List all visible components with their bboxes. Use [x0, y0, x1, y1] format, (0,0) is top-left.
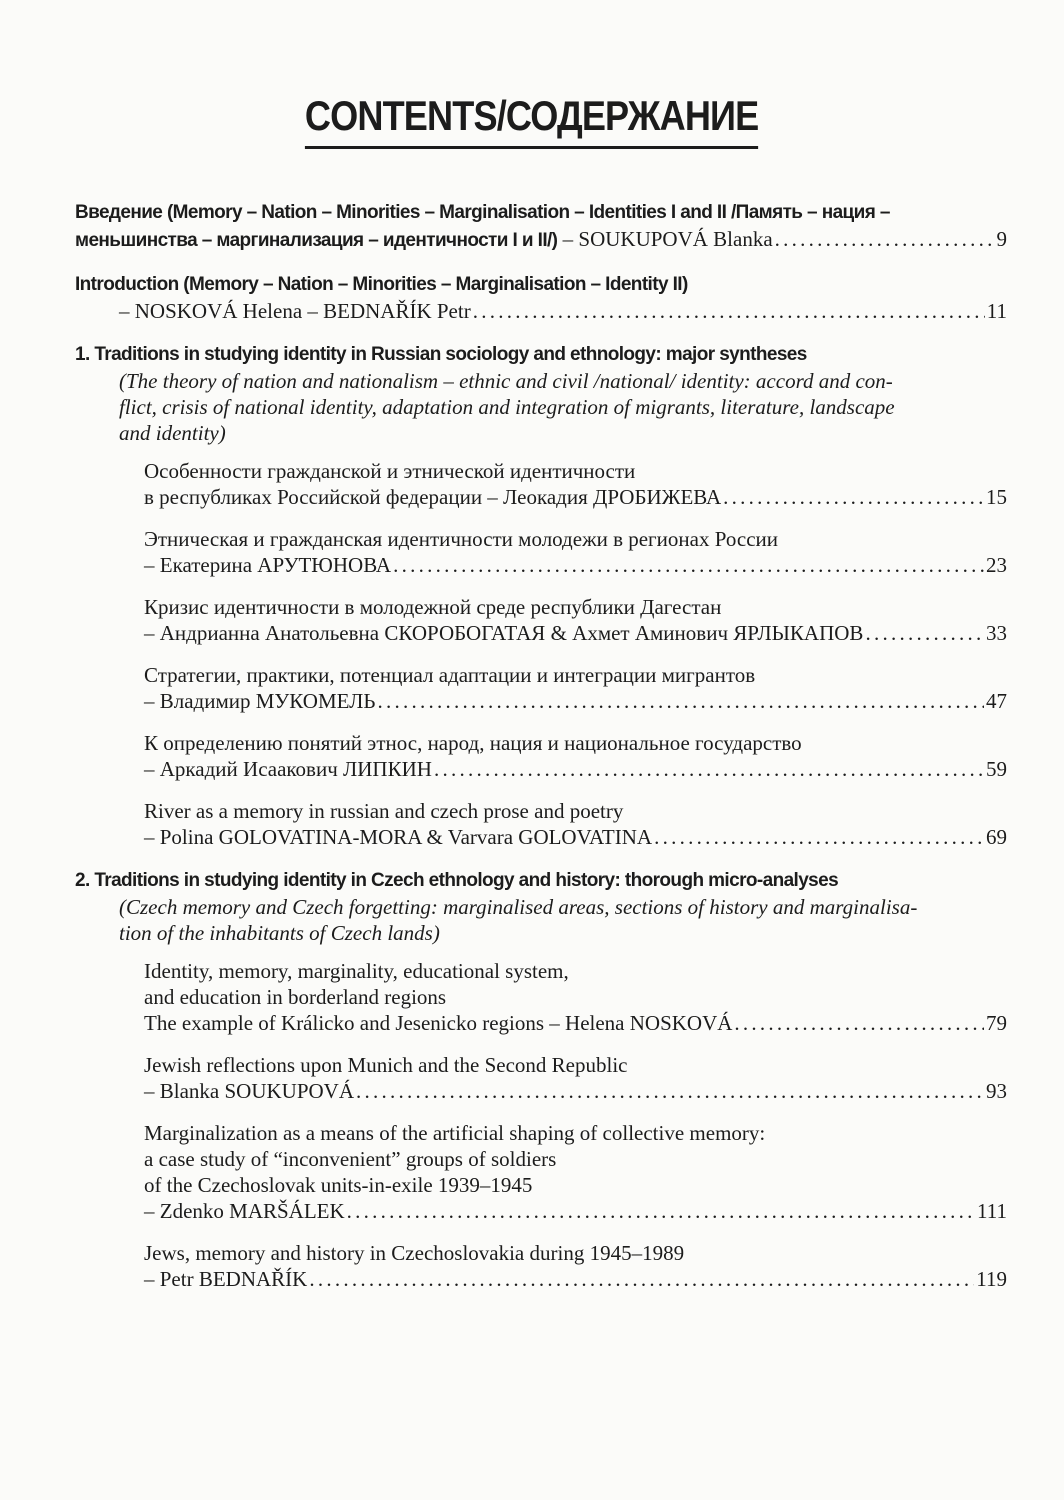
article-author: – Екатерина АРУТЮНОВА — [144, 553, 392, 577]
intro-en-line2 — [75, 298, 1007, 324]
table-of-contents — [75, 200, 1007, 1310]
dot-leader — [377, 688, 984, 714]
article-title: and education in borderland regions — [144, 985, 447, 1009]
article-author-line — [100, 1010, 1007, 1036]
toc-article[interactable] — [75, 1120, 1007, 1224]
toc-article[interactable] — [75, 662, 1007, 714]
section-1-desc-line3: and identity) — [119, 421, 226, 445]
article-page: 23 — [986, 553, 1007, 577]
intro-ru-page: 9 — [996, 227, 1007, 251]
article-title: of the Czechoslovak units-in-exile 1939–1945 — [144, 1173, 533, 1197]
article-author-line — [100, 1078, 1007, 1104]
intro-en-page: 11 — [986, 299, 1007, 323]
intro-en-author: – NOSKOVÁ Helena – BEDNAŘÍK Petr — [119, 299, 471, 323]
toc-article[interactable] — [75, 458, 1007, 510]
toc-article[interactable] — [75, 1052, 1007, 1104]
toc-article[interactable] — [75, 730, 1007, 782]
article-title: Кризис идентичности в молодежной среде республики Дагестан — [144, 595, 722, 619]
article-author: – Petr BEDNAŘÍK — [144, 1267, 308, 1291]
article-author-line — [100, 824, 1007, 850]
article-page: 59 — [986, 757, 1007, 781]
article-author: – Zdenko MARŠÁLEK — [144, 1199, 345, 1223]
dot-leader — [865, 620, 984, 646]
section-1-desc-line2: flict, crisis of national identity, adaptation and integration of migrants, literature, landscape — [119, 395, 895, 419]
article-author: – Владимир МУКОМЕЛЬ — [144, 689, 376, 713]
article-title: Стратегии, практики, потенциал адаптации и интеграции мигрантов — [144, 663, 756, 687]
toc-entry-intro-en[interactable] — [75, 272, 1007, 324]
page-title-text: CONTENTS/СОДЕРЖАНИЕ — [305, 92, 758, 149]
dot-leader — [775, 226, 995, 252]
article-title: Jewish reflections upon Munich and the Second Republic — [144, 1053, 628, 1077]
article-page: 79 — [986, 1011, 1007, 1035]
article-title: a case study of “inconvenient” groups of soldiers — [144, 1147, 557, 1171]
article-author: – Андрианна Анатольевна СКОРОБОГАТАЯ & Ахмет Аминович ЯРЛЫКАПОВ — [144, 621, 864, 645]
article-author: – Polina GOLOVATINA-MORA & Varvara GOLOVATINA — [144, 825, 653, 849]
intro-ru-title-end: меньшинства – маргинализация – идентичности I и II/) — [75, 230, 558, 251]
article-page: 47 — [986, 689, 1007, 713]
toc-article[interactable] — [75, 798, 1007, 850]
article-title: Marginalization as a means of the artificial shaping of collective memory: — [144, 1121, 766, 1145]
section-1-desc-line1: (The theory of nation and nationalism – ethnic and civil /national/ identity: accord and con- — [119, 369, 893, 393]
article-author-line — [100, 756, 1007, 782]
toc-article[interactable] — [75, 958, 1007, 1036]
intro-en-line1: Introduction (Memory – Nation – Minorities – Marginalisation – Identity II) — [75, 274, 688, 295]
article-page: 33 — [986, 621, 1007, 645]
toc-section-2 — [75, 868, 1007, 1292]
article-author-line — [100, 620, 1007, 646]
article-author: – Аркадий Исаакович ЛИПКИН — [144, 757, 432, 781]
article-page: 69 — [986, 825, 1007, 849]
page-title — [0, 92, 1064, 149]
dot-leader — [393, 552, 984, 578]
toc-article[interactable] — [75, 526, 1007, 578]
article-title: Этническая и гражданская идентичности молодежи в регионах России — [144, 527, 779, 551]
toc-section-1 — [75, 342, 1007, 850]
dot-leader — [347, 1198, 975, 1224]
article-author: The example of Králicko and Jesenicko regions – Helena NOSKOVÁ — [144, 1011, 733, 1035]
article-page: 111 — [977, 1199, 1007, 1223]
intro-ru-line2 — [75, 226, 1007, 254]
article-title: Jews, memory and history in Czechoslovakia during 1945–1989 — [144, 1241, 685, 1265]
dot-leader — [723, 484, 984, 510]
article-author: – Blanka SOUKUPOVÁ — [144, 1079, 354, 1103]
dot-leader — [654, 824, 984, 850]
article-author-line — [100, 688, 1007, 714]
article-page: 15 — [986, 485, 1007, 509]
article-author-line — [100, 1266, 1007, 1292]
section-2-heading[interactable]: 2. Traditions in studying identity in Czech ethnology and history: thorough micro-analyses — [75, 870, 839, 891]
dot-leader — [734, 1010, 984, 1036]
dot-leader — [473, 298, 985, 324]
article-title: Особенности гражданской и этнической идентичности — [144, 459, 636, 483]
article-title: River as a memory in russian and czech prose and poetry — [144, 799, 624, 823]
section-2-desc-line2: tion of the inhabitants of Czech lands) — [119, 921, 440, 945]
article-author: в республиках Российской федерации – Леокадия ДРОБИЖЕВА — [144, 485, 722, 509]
dot-leader — [356, 1078, 984, 1104]
article-title: К определению понятий этнос, народ, нация и национальное государство — [144, 731, 802, 755]
section-1-heading[interactable]: 1. Traditions in studying identity in Russian sociology and ethnology: major syntheses — [75, 344, 807, 365]
intro-ru-author: – SOUKUPOVÁ Blanka — [557, 227, 773, 251]
dot-leader — [434, 756, 984, 782]
toc-article[interactable] — [75, 594, 1007, 646]
section-2-description — [75, 894, 1007, 946]
toc-entry-intro-ru[interactable] — [75, 200, 1007, 254]
article-title: Identity, memory, marginality, educational system, — [144, 959, 569, 983]
article-author-line — [100, 552, 1007, 578]
article-author-line — [100, 484, 1007, 510]
toc-article[interactable] — [75, 1240, 1007, 1292]
intro-ru-line1: Введение (Memory – Nation – Minorities – Marginalisation – Identities I and II /Память – нация – — [75, 202, 890, 223]
dot-leader — [309, 1266, 974, 1292]
section-1-description — [75, 368, 1007, 446]
article-page: 93 — [986, 1079, 1007, 1103]
article-author-line — [100, 1198, 1007, 1224]
article-page: 119 — [976, 1267, 1007, 1291]
section-2-desc-line1: (Czech memory and Czech forgetting: marginalised areas, sections of history and marginalisa- — [119, 895, 918, 919]
